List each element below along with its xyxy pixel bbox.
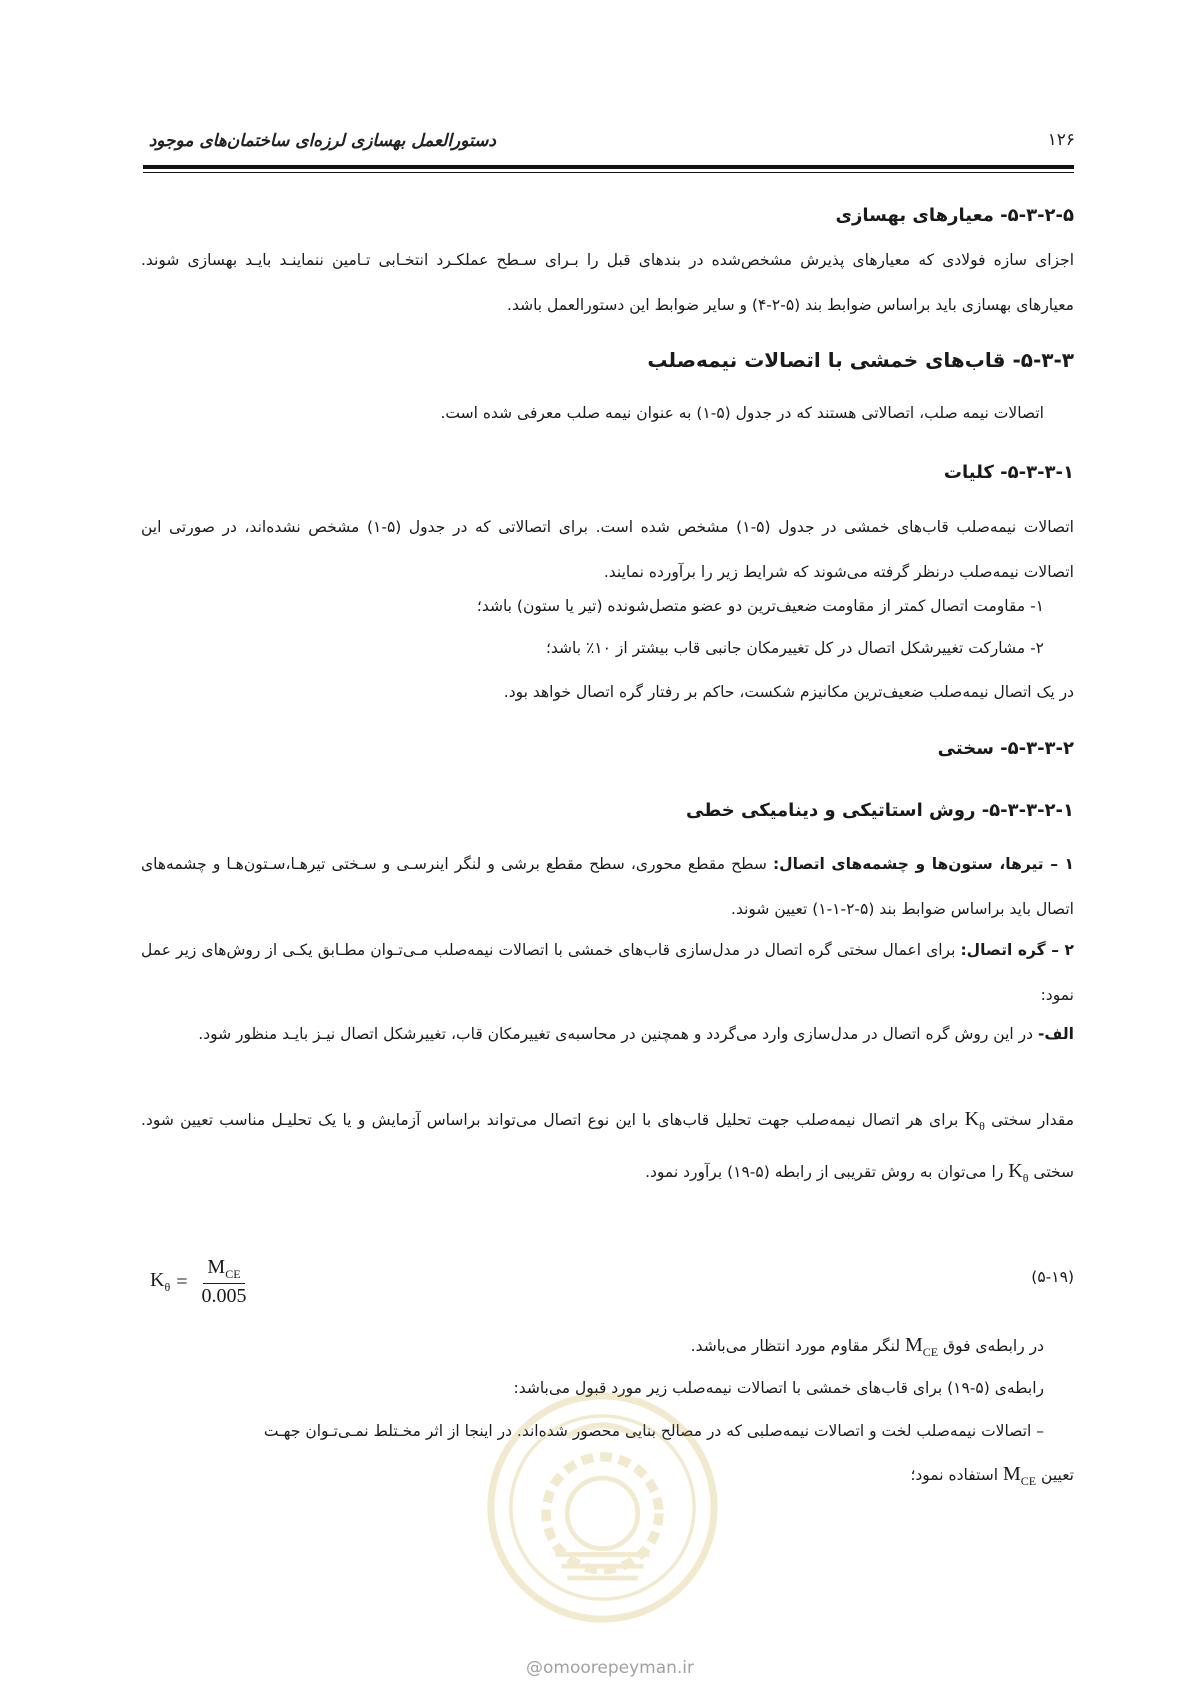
- symbol-k-2: K: [1008, 1160, 1023, 1182]
- symbol-mce-2: [1002, 1463, 1037, 1488]
- formula-equals: =: [176, 1270, 188, 1293]
- heading-semi-rigid-frames: ۵-۳-۳- قاب‌های خمشی با اتصالات نیمه‌صلب: [647, 348, 1074, 372]
- para-stiffness-value: [141, 1097, 1074, 1201]
- text-usage-b: استفاده نمود؛: [910, 1466, 1003, 1484]
- text-stiffness-a: مقدار سختی: [984, 1111, 1074, 1129]
- page-number: ۱۲۶: [1047, 130, 1075, 150]
- formula-numerator: [203, 1256, 244, 1284]
- text-connection-node: برای اعمال سختی گره اتصال در مدل‌سازی قاب‌های خمشی با اتصالات نیمه‌صلب مـی‌تـوان مطـابق یکـی از روش‌های زیر عمل نمود:: [141, 941, 1074, 1004]
- label-beams-columns: ۱ – تیرها، ستون‌ها و چشمه‌های اتصال:: [772, 855, 1074, 873]
- para-beams-columns: [141, 842, 1074, 932]
- para-retrofit-criteria: اجزای سازه فولادی که معیارهای پذیرش مشخص‌شده در بندهای قبل را بـرای سـطح عملکـرد انتخـابی تـامین ننماینـد بایـد بهسازی شوند. معیارهای بهسازی باید براساس ضوابط بند (۵-۲-۴) و سایر ضوابط این دستورالعمل باشد.: [141, 251, 1074, 314]
- heading-retrofit-criteria: ۵-۳-۲-۵- معیارهای بهسازی: [835, 205, 1074, 226]
- text-beams-columns: سطح مقطع محوری، سطح مقطع برشی و لنگر اینرسـی و سـختی تیرهـا،سـتون‌هـا و چشمه‌های اتصال باید براساس ضوابط بند (۵-۲-۱-۱) تعیین شوند.: [141, 855, 1074, 918]
- text-method-a: در این روش گره اتصال در مدل‌سازی وارد می‌گردد و همچنین در محاسبه‌ی تغییرمکان قاب، تغییرشکل اتصال نیـز بایـد منظور شود.: [198, 1025, 1038, 1043]
- symbol-m-sub-2: CE: [1020, 1474, 1037, 1488]
- para-equation-applicability: رابطه‌ی (۵-۱۹) برای قاب‌های خمشی با اتصالات نیمه‌صلب زیر مورد قبول می‌باشد:: [513, 1379, 1044, 1397]
- symbol-k-theta-2: [1008, 1160, 1029, 1185]
- para-bare-semi-rigid: – اتصالات نیمه‌صلب لخت و اتصالات نیمه‌صلبی که در مصالح بنایی محصور شده‌اند. در اینجا از اثر مخـتلط نمـی‌تـوان جهـت: [263, 1422, 1044, 1440]
- text-stiffness-b: برای هر اتصال نیمه‌صلب جهت تحلیل قاب‌های با این نوع اتصال می‌تواند براساس آزمایش و یا یک تحلیـل مناسب تعیین شود. سختی: [141, 1111, 1074, 1181]
- symbol-k-theta: [964, 1108, 985, 1133]
- heading-linear-methods: ۵-۳-۳-۲-۱- روش استاتیکی و دینامیکی خطی: [686, 800, 1074, 821]
- formula-k-sub: θ: [164, 1280, 171, 1294]
- para-failure-mechanism: در یک اتصال نیمه‌صلب ضعیف‌ترین مکانیزم شکست، حاکم بر رفتار گره اتصال خواهد بود.: [503, 683, 1074, 701]
- symbol-m-sub: CE: [922, 1345, 939, 1359]
- list-item-2: ۲- مشارکت تغییرشکل اتصال در کل تغییرمکان جانبی قاب بیشتر از ۱۰٪ باشد؛: [545, 639, 1044, 657]
- formula-denominator: 0.005: [201, 1285, 247, 1307]
- label-method-a: الف-: [1037, 1025, 1074, 1043]
- text-usage-a: تعیین: [1036, 1466, 1074, 1484]
- header-rule-thick: [143, 165, 1074, 169]
- para-mce-definition: [104, 1330, 1044, 1367]
- watermark-text: @omoorepeyman.ir: [525, 1658, 695, 1678]
- formula-fraction: [201, 1256, 246, 1308]
- header-rule-thin: [143, 172, 1074, 173]
- watermark-seal-logo: [485, 1390, 720, 1625]
- running-header-title: دستورالعمل بهسازی لرزه‌ای ساختمان‌های موجود: [148, 131, 496, 151]
- equation-5-19: [150, 1256, 246, 1308]
- para-method-a: [141, 1012, 1074, 1057]
- para-semi-rigid-intro: اتصالات نیمه صلب، اتصالاتی هستند که در جدول (۵-۱) به عنوان نیمه صلب معرفی شده است.: [440, 404, 1044, 422]
- symbol-m-2: M: [1002, 1463, 1021, 1485]
- label-connection-node: ۲ – گره اتصال:: [960, 941, 1074, 959]
- para-connection-node: [141, 928, 1074, 1018]
- equation-number: (۵-۱۹): [1031, 1268, 1074, 1286]
- heading-stiffness: ۵-۳-۳-۲- سختی: [937, 738, 1074, 759]
- formula-k: K: [150, 1269, 165, 1291]
- symbol-m: M: [904, 1334, 923, 1356]
- symbol-k-sub: θ: [979, 1119, 985, 1133]
- formula-m: M: [207, 1256, 226, 1278]
- text-stiffness-c: را می‌توان به روش تقریبی از رابطه (۵-۱۹) برآورد نمود.: [645, 1163, 1009, 1181]
- text-mce-b: لنگر مقاوم مورد انتظار می‌باشد.: [690, 1337, 905, 1355]
- symbol-k: K: [964, 1108, 980, 1130]
- para-general: اتصالات نیمه‌صلب قاب‌های خمشی در جدول (۵-۱) مشخص شده است. برای اتصالاتی که در جدول (۵-۱) مشخص نشده‌اند، در صورتی این اتصالات نیمه‌صلب درنظر گرفته می‌شوند که شرایط زیر را برآورده نمایند.: [141, 518, 1074, 581]
- heading-general: ۵-۳-۳-۱- کلیات: [943, 462, 1074, 483]
- symbol-mce: [904, 1334, 939, 1359]
- formula-lhs: [150, 1269, 170, 1295]
- formula-m-sub: CE: [225, 1267, 241, 1281]
- symbol-k-sub-2: θ: [1022, 1171, 1029, 1185]
- list-item-1: ۱- مقاومت اتصال کمتر از مقاومت ضعیف‌ترین دو عضو متصل‌شونده (تیر یا ستون) باشد؛: [476, 597, 1044, 615]
- text-mce-a: در رابطه‌ی فوق: [938, 1337, 1044, 1355]
